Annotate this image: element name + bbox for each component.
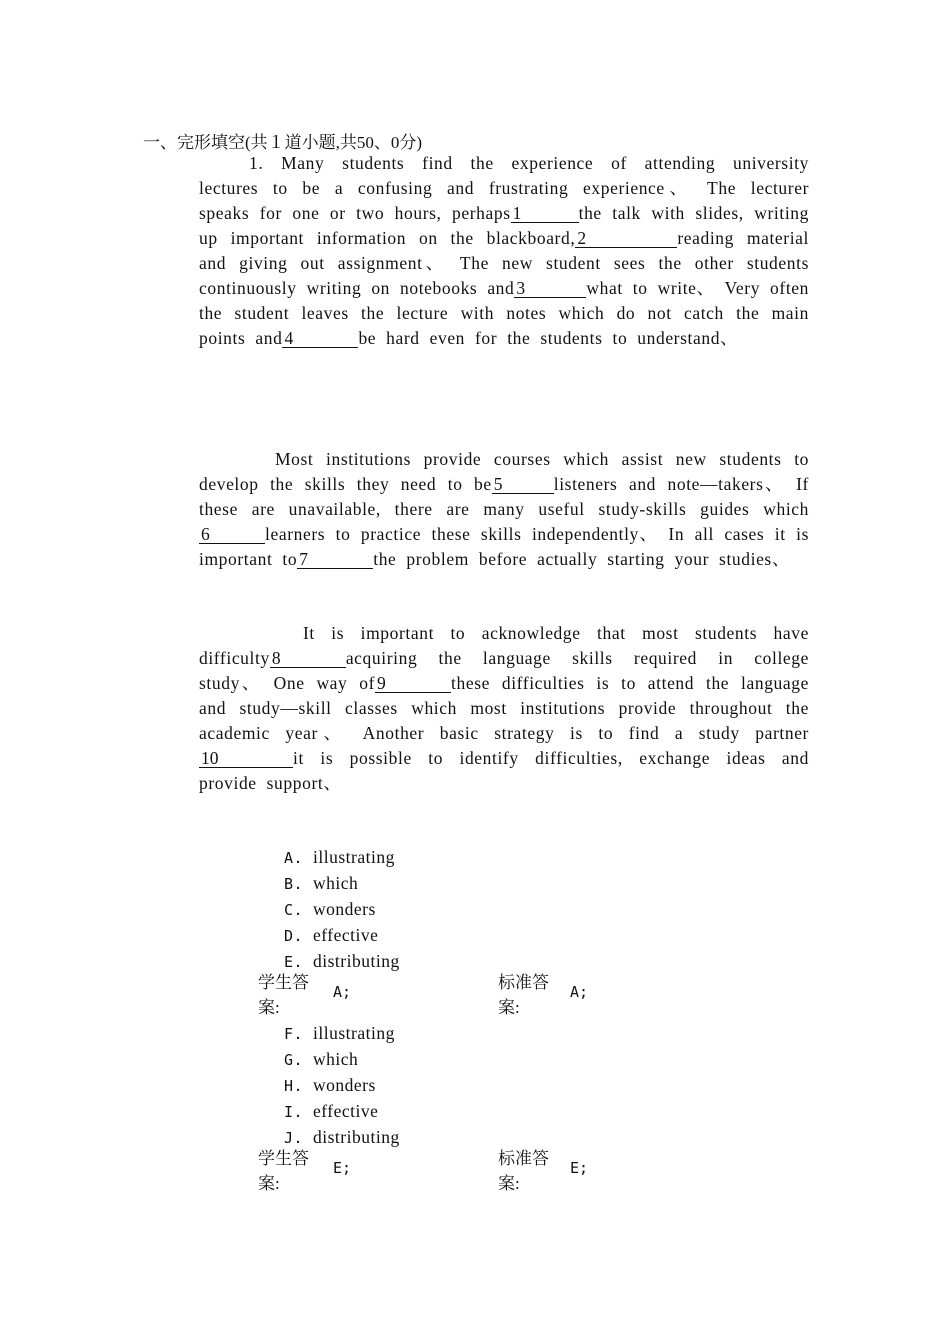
passage-text: reading material and giving out assignment、 The new student sees the other students continuously writing on notebooks and (199, 228, 810, 298)
option-letter: G. (284, 1051, 304, 1069)
passage-text: be hard even for the students to understand、 (358, 328, 739, 348)
passage-text: acquiring the language skills required in college study、 One way of (199, 648, 809, 693)
passage-text: Many students find the experience of attending university lectures to be a confusing and frustrating experience、 The lecturer speaks for one or two hours, perhaps (199, 153, 809, 223)
option-letter: A. (284, 849, 304, 867)
blank-6: 6 (199, 525, 265, 544)
passage-text: listeners and note—takers、 If these are unavailable, there are many useful study-skills guides which (199, 474, 809, 519)
section-title: 一、完形填空(共１道小题,共50、0分) (143, 133, 423, 152)
blank-5: 5 (492, 475, 554, 494)
option-c (284, 897, 400, 923)
option-f (284, 1021, 400, 1047)
standard-answer: E; (570, 1159, 589, 1177)
passage-text: it is possible to identify difficulties, exchange ideas and provide support、 (199, 748, 809, 793)
option-letter: C. (284, 901, 304, 919)
option-letter: J. (284, 1129, 304, 1147)
blank-7: 7 (297, 550, 373, 569)
option-letter: E. (284, 953, 304, 971)
blank-10: 10 (199, 749, 293, 768)
option-letter: F. (284, 1025, 304, 1043)
option-text: effective (313, 925, 379, 945)
passage-text: these difficulties is to attend the language and study—skill classes which most institutions provide throughout the academic year、 Another basic strategy is to find a study partner (199, 673, 809, 743)
option-letter: H. (284, 1077, 304, 1095)
option-text: wonders (313, 1075, 376, 1095)
blank-9: 9 (375, 674, 451, 693)
option-i (284, 1099, 400, 1125)
standard-answer-label: 标准答案: (498, 1149, 549, 1193)
option-g (284, 1047, 400, 1073)
standard-answer-label: 标准答案: (498, 973, 549, 1017)
blank-2: 2 (575, 229, 677, 248)
student-answer: E; (333, 1159, 352, 1177)
blank-1: 1 (511, 204, 579, 223)
option-text: illustrating (313, 847, 395, 867)
option-b (284, 871, 400, 897)
passage-paragraph-1 (199, 151, 809, 351)
option-h (284, 1073, 400, 1099)
passage-text: the problem before actually starting your studies、 (373, 549, 790, 569)
option-text: illustrating (313, 1023, 395, 1043)
option-text: effective (313, 1101, 379, 1121)
blank-4: 4 (282, 329, 358, 348)
passage-text: Most institutions provide courses which assist new students to develop the skills they need to be (199, 449, 809, 494)
option-text: distributing (313, 1127, 400, 1147)
option-text: which (313, 1049, 359, 1069)
passage-paragraph-3 (199, 621, 809, 796)
passage-text: learners to practice these skills independently、 In all cases it is important to (199, 524, 809, 569)
option-letter: B. (284, 875, 304, 893)
option-d (284, 923, 400, 949)
blank-3: 3 (514, 279, 586, 298)
option-text: wonders (313, 899, 376, 919)
passage-text: It is important to acknowledge that most students have difficulty (199, 623, 809, 668)
passage-text: the talk with slides, writing up important information on the blackboard, (199, 203, 809, 248)
options-list-1 (284, 845, 400, 975)
option-text: distributing (313, 951, 400, 971)
standard-answer: A; (570, 983, 589, 1001)
student-answer-label: 学生答案: (258, 973, 309, 1017)
option-a (284, 845, 400, 871)
answer-row-2 (258, 1146, 678, 1198)
student-answer: A; (333, 983, 352, 1001)
question-number: 1. (249, 153, 264, 173)
passage-text: what to write、 Very often the student leaves the lecture with notes which do not catch the main points and (199, 278, 809, 348)
options-list-2 (284, 1021, 400, 1151)
answer-row-1 (258, 970, 678, 1022)
student-answer-label: 学生答案: (258, 1149, 309, 1193)
option-letter: I. (284, 1103, 304, 1121)
blank-8: 8 (270, 649, 346, 668)
option-text: which (313, 873, 359, 893)
option-letter: D. (284, 927, 304, 945)
passage-paragraph-2 (199, 447, 809, 572)
